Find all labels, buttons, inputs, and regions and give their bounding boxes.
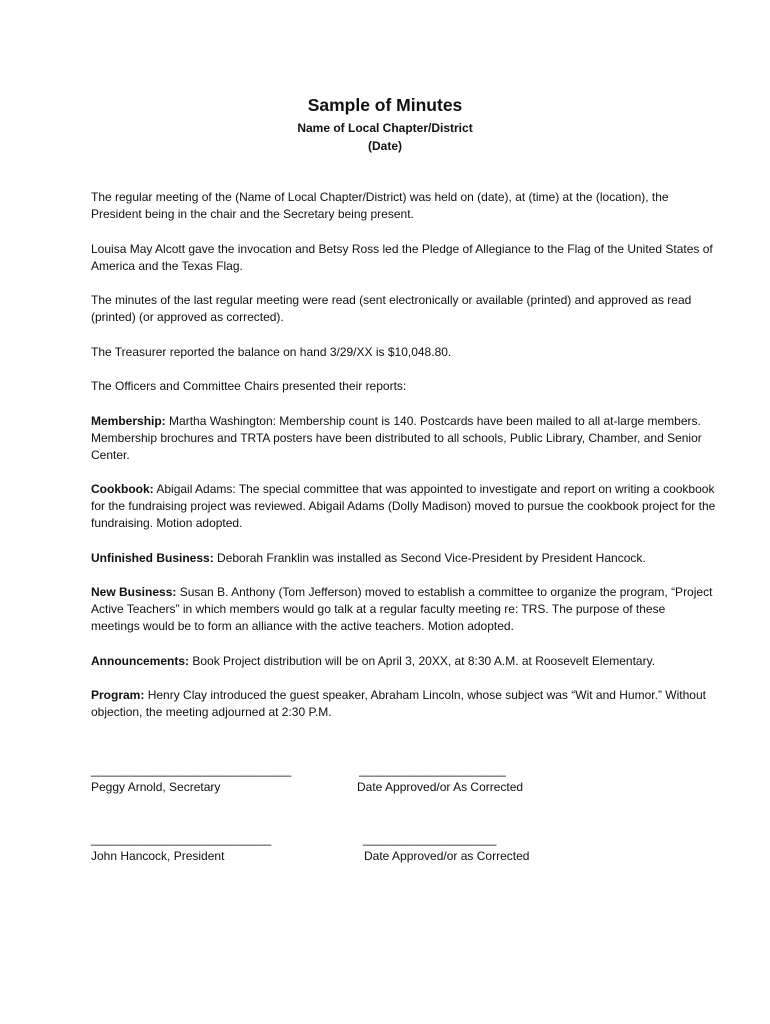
section-label: Program: xyxy=(91,688,145,702)
paragraph: The regular meeting of the (Name of Local Chapter/District) was held on (date), at (time) at the (location), the President being in the chair and the Secretary being present. xyxy=(91,190,669,221)
president-name: John Hancock, President xyxy=(91,849,225,863)
announcements-paragraph: Announcements: Book Project distribution will be on April 3, 20XX, at 8:30 A.M. at Roosevelt Elementary. xyxy=(91,653,656,668)
signature-line-secretary: ______________________________ xyxy=(91,763,292,777)
document-title: Sample of Minutes xyxy=(307,95,463,115)
unfinished-business-paragraph: Unfinished Business: Deborah Franklin was installed as Second Vice-President by President Hancock. xyxy=(91,550,646,565)
paragraph: Louisa May Alcott gave the invocation and Betsy Ross led the Pledge of Allegiance to the Flag of the United States of America and the Texas Flag. xyxy=(91,241,713,273)
paragraph: The Officers and Committee Chairs presented their reports: xyxy=(91,379,407,393)
program-paragraph: Program: Henry Clay introduced the guest speaker, Abraham Lincoln, whose subject was “Wit and Humor.” Without objection, the meeting adjourned at 2:30 P.M. xyxy=(91,688,706,719)
section-label: New Business: xyxy=(91,585,177,599)
date-approved-label-2: Date Approved/or as Corrected xyxy=(364,849,530,863)
membership-paragraph: Membership: Martha Washington: Membership count is 140. Postcards have been mailed to all at-large members. Membership brochures and TRTA posters have been distributed to all schools, Public Library, Chamber, and Senior Center. xyxy=(91,413,702,462)
section-label: Membership: xyxy=(91,413,166,428)
signature-line-president: ___________________________ xyxy=(91,832,272,846)
paragraph: The Treasurer reported the balance on hand 3/29/XX is $10,048.80. xyxy=(91,344,452,359)
section-label: Unfinished Business: xyxy=(91,550,214,565)
chapter-name: Name of Local Chapter/District xyxy=(297,121,473,135)
section-label: Cookbook: xyxy=(91,482,154,496)
cookbook-paragraph: Cookbook: Abigail Adams: The special committee that was appointed to investigate and report on writing a cookbook for the fundraising project was reviewed. Abigail Adams (Dolly Madison) moved to pursue the cookbook project for the fundraising. Motion adopted. xyxy=(91,482,716,530)
paragraph: The minutes of the last regular meeting were read (sent electronically or available (printed) and approved as read (printed) (or approved as corrected). xyxy=(91,293,692,324)
secretary-name: Peggy Arnold, Secretary xyxy=(91,780,221,794)
date-line-2: ____________________ xyxy=(363,832,497,846)
date-line-1: ______________________ xyxy=(359,763,506,777)
new-business-paragraph: New Business: Susan B. Anthony (Tom Jefferson) moved to establish a committee to organize the program, “Project Active Teachers” in which members would go talk at a regular faculty meeting re: TRS. The purpose of these meetings would be to form an alliance with the active teachers. Motion adopted. xyxy=(91,585,713,633)
date-approved-label-1: Date Approved/or As Corrected xyxy=(357,780,524,794)
section-label: Announcements: xyxy=(91,653,190,668)
meeting-date: (Date) xyxy=(367,139,402,153)
minutes-body xyxy=(91,189,716,739)
